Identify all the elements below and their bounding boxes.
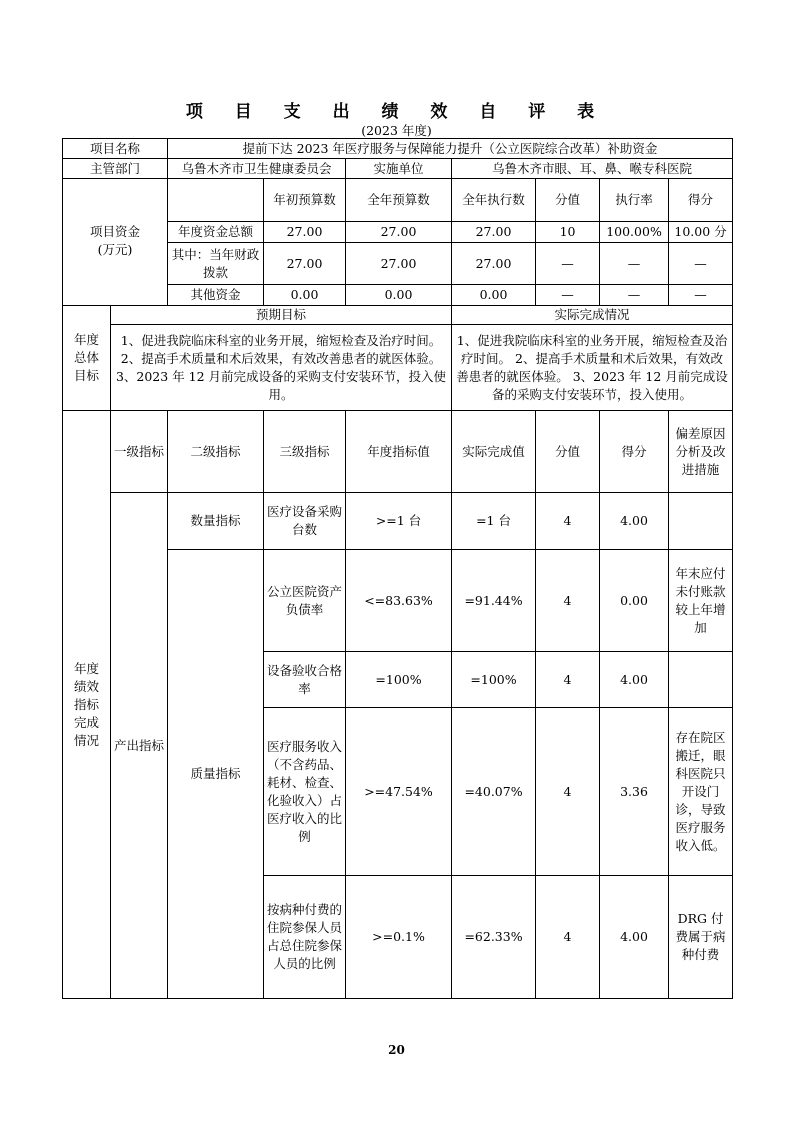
actual-value: =1 台	[452, 493, 536, 550]
page-number: 20	[388, 1043, 405, 1057]
fund-cell: 27.00	[452, 243, 536, 285]
level3-name: 医疗服务收入（不含药品、耗材、检查、化验收入）占医疗收入的比例	[264, 708, 346, 876]
score-value: 4	[536, 550, 600, 652]
document-title: 项 目 支 出 绩 效 自 评 表	[185, 102, 608, 122]
fund-cell: 10.00 分	[669, 222, 733, 243]
got-value: 4.00	[600, 493, 669, 550]
indicator-header: 年度指标值	[346, 411, 452, 493]
level1-output: 产出指标	[111, 493, 168, 999]
actual-value: =91.44%	[452, 550, 536, 652]
analysis-value	[669, 652, 733, 708]
indicator-header: 分值	[536, 411, 600, 493]
goal-label: 年度 总体 目标	[63, 306, 111, 411]
fund-cell: 27.00	[346, 222, 452, 243]
fund-cell: —	[669, 243, 733, 285]
fund-cell: 27.00	[264, 222, 346, 243]
actual-goal-header: 实际完成情况	[452, 306, 733, 325]
got-value: 4.00	[600, 652, 669, 708]
fund-header: 执行率	[600, 179, 669, 222]
level2-quantity: 数量指标	[168, 493, 264, 550]
fund-header: 年初预算数	[264, 179, 346, 222]
fund-header: 全年预算数	[346, 179, 452, 222]
expected-goal-text: 1、促进我院临床科室的业务开展，缩短检查及治疗时间。 2、提高手术质量和术后效果，有效改善患者的就医体验。 3、2023 年 12 月前完成设备的采购支付安装环节，投入使用。	[111, 325, 452, 411]
target-value: =100%	[346, 652, 452, 708]
analysis-value: 年末应付未付账款较上年增加	[669, 550, 733, 652]
fund-cell: 27.00	[264, 243, 346, 285]
fund-header: 全年执行数	[452, 179, 536, 222]
fund-cell: —	[600, 243, 669, 285]
self-evaluation-table	[62, 138, 733, 999]
got-value: 4.00	[600, 876, 669, 999]
fund-row-label: 年度资金总额	[168, 222, 264, 243]
fund-header-blank	[168, 179, 264, 222]
score-value: 4	[536, 652, 600, 708]
actual-goal-text: 1、促进我院临床科室的业务开展，缩短检查及治疗时间。 2、提高手术质量和术后效果，有效改善患者的就医体验。 3、2023 年 12 月前完成设备的采购支付安装环节，投入使用。	[452, 325, 733, 411]
analysis-value: DRG 付费属于病种付费	[669, 876, 733, 999]
fund-row-label: 其他资金	[168, 285, 264, 306]
level3-name: 医疗设备采购台数	[264, 493, 346, 550]
fund-cell: 0.00	[346, 285, 452, 306]
got-value: 3.36	[600, 708, 669, 876]
fund-label: 项目资金 (万元)	[63, 179, 168, 306]
fund-header: 得分	[669, 179, 733, 222]
target-value: >=47.54%	[346, 708, 452, 876]
level3-name: 按病种付费的住院参保人员占总住院参保人员的比例	[264, 876, 346, 999]
fund-cell: —	[536, 285, 600, 306]
got-value: 0.00	[600, 550, 669, 652]
target-value: >=1 台	[346, 493, 452, 550]
project-name-label: 项目名称	[63, 139, 168, 159]
fund-cell: —	[600, 285, 669, 306]
fund-cell: 0.00	[452, 285, 536, 306]
indicator-header: 得分	[600, 411, 669, 493]
fund-cell: 27.00	[346, 243, 452, 285]
indicator-header: 偏差原因分析及改进措施	[669, 411, 733, 493]
expected-goal-header: 预期目标	[111, 306, 452, 325]
actual-value: =100%	[452, 652, 536, 708]
fund-header: 分值	[536, 179, 600, 222]
target-value: <=83.63%	[346, 550, 452, 652]
indicator-header: 三级指标	[264, 411, 346, 493]
year-note: (2023 年度)	[361, 123, 432, 138]
fund-cell: —	[669, 285, 733, 306]
impl-unit-label: 实施单位	[346, 159, 452, 179]
indicator-header: 一级指标	[111, 411, 168, 493]
target-value: >=0.1%	[346, 876, 452, 999]
fund-cell: 0.00	[264, 285, 346, 306]
perf-label: 年度 绩效 指标 完成 情况	[63, 411, 111, 999]
analysis-value	[669, 493, 733, 550]
fund-cell: 10	[536, 222, 600, 243]
fund-row-label: 其中：当年财政拨款	[168, 243, 264, 285]
dept-label: 主管部门	[63, 159, 168, 179]
actual-value: =62.33%	[452, 876, 536, 999]
score-value: 4	[536, 708, 600, 876]
level3-name: 公立医院资产负债率	[264, 550, 346, 652]
actual-value: =40.07%	[452, 708, 536, 876]
fund-cell: —	[536, 243, 600, 285]
level3-name: 设备验收合格率	[264, 652, 346, 708]
project-name-value: 提前下达 2023 年医疗服务与保障能力提升（公立医院综合改革）补助资金	[168, 139, 733, 159]
level2-quality: 质量指标	[168, 550, 264, 999]
dept-value: 乌鲁木齐市卫生健康委员会	[168, 159, 346, 179]
score-value: 4	[536, 493, 600, 550]
impl-unit-value: 乌鲁木齐市眼、耳、鼻、喉专科医院	[452, 159, 733, 179]
fund-cell: 27.00	[452, 222, 536, 243]
score-value: 4	[536, 876, 600, 999]
fund-cell: 100.00%	[600, 222, 669, 243]
analysis-value: 存在院区搬迁，眼科医院只开设门诊，导致医疗服务收入低。	[669, 708, 733, 876]
indicator-header: 二级指标	[168, 411, 264, 493]
indicator-header: 实际完成值	[452, 411, 536, 493]
